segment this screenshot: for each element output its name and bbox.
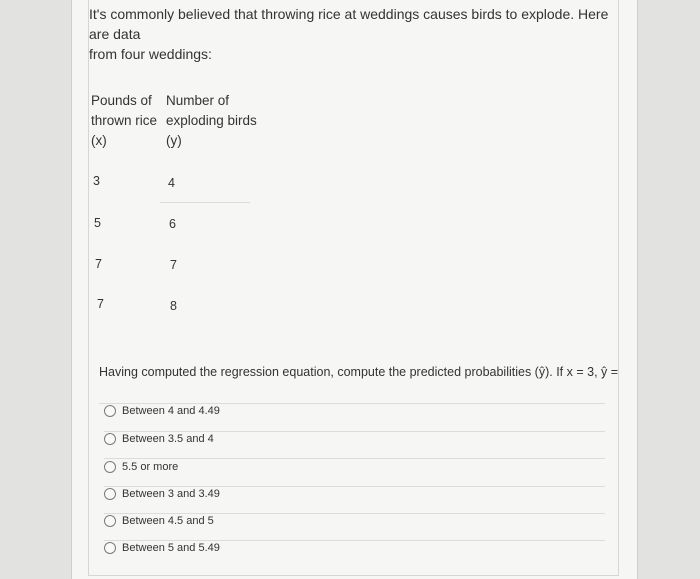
- answer-option[interactable]: [104, 488, 220, 500]
- table-cell-y: 6: [169, 217, 176, 231]
- table-cell-x: 3: [93, 174, 100, 188]
- answer-option-label: Between 3 and 3.49: [122, 488, 220, 500]
- option-divider: [104, 431, 605, 432]
- table-cell-y: 8: [170, 299, 177, 313]
- table-cell-x: 5: [94, 216, 101, 230]
- column-header-x-line-3: (x): [91, 133, 107, 148]
- answer-option[interactable]: [104, 461, 178, 473]
- intro-line-2: from four weddings:: [89, 46, 212, 62]
- radio-button[interactable]: [104, 433, 116, 445]
- column-header-y-line-2: exploding birds: [166, 113, 257, 128]
- answer-option[interactable]: [104, 542, 220, 554]
- answer-option-label: Between 4.5 and 5: [122, 515, 214, 527]
- answer-option-label: Between 4 and 4.49: [122, 405, 220, 417]
- table-cell-x: 7: [97, 297, 104, 311]
- table-cell-x: 7: [95, 257, 102, 271]
- column-header-y-line-1: Number of: [166, 93, 230, 108]
- answer-option-label: Between 5 and 5.49: [122, 542, 220, 554]
- radio-button[interactable]: [104, 542, 116, 554]
- option-divider: [104, 458, 605, 459]
- intro-line-1: It's commonly believed that throwing rice at weddings causes birds to explode. Here are data: [89, 6, 609, 42]
- option-divider: [104, 540, 605, 541]
- column-header-y: [166, 91, 257, 151]
- answer-option[interactable]: [104, 433, 214, 445]
- column-header-x-line-1: Pounds of: [91, 93, 152, 108]
- column-header-x: [91, 91, 157, 151]
- question-text: Having computed the regression equation, compute the predicted probabilities (ŷ). If x = 3, ŷ =: [99, 365, 619, 379]
- answer-option[interactable]: [104, 515, 214, 527]
- question-divider: [99, 403, 605, 404]
- column-header-y-line-3: (y): [166, 133, 182, 148]
- table-cell-y: 7: [170, 258, 177, 272]
- radio-button[interactable]: [104, 488, 116, 500]
- radio-button[interactable]: [104, 515, 116, 527]
- answer-option-label: Between 3.5 and 4: [122, 433, 214, 445]
- row-divider: [160, 202, 250, 203]
- option-divider: [104, 486, 605, 487]
- answer-option[interactable]: [104, 405, 220, 417]
- answer-option-label: 5.5 or more: [122, 461, 179, 473]
- column-header-x-line-2: thrown rice: [91, 113, 158, 128]
- table-cell-y: 4: [168, 176, 175, 190]
- intro-text: [89, 4, 619, 64]
- radio-button[interactable]: [104, 405, 116, 417]
- radio-button[interactable]: [104, 461, 116, 473]
- option-divider: [104, 513, 605, 514]
